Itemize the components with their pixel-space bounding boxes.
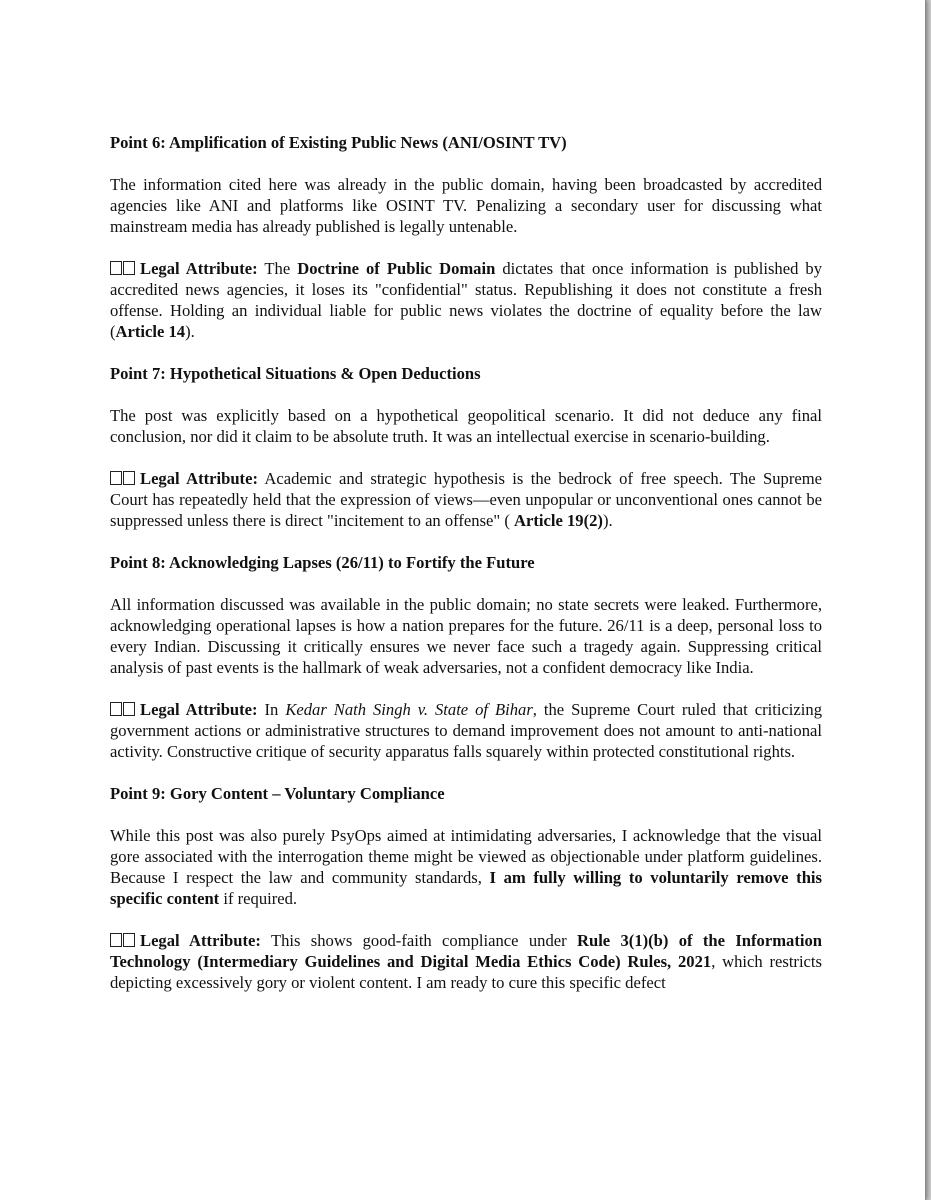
point-9-body: While this post was also purely PsyOps aimed at intimidating adversaries, I acknowledge that the visual gore associated with the interrogation theme might be viewed as objectionable under platform guidelines. Because I respect the law and community standards, I am fully willing to voluntarily remove this specific content if required. xyxy=(110,826,822,908)
legal-attribute-label: Legal Attribute: xyxy=(140,259,258,278)
point-7-body: The post was explicitly based on a hypothetical geopolitical scenario. It did not deduce any final conclusion, nor did it claim to be absolute truth. It was an intellectual exercise in scenario-building. xyxy=(110,406,822,446)
point-8-body: All information discussed was available in the public domain; no state secrets were leaked. Furthermore, acknowledging operational lapses is how a nation prepares for the future. 26/11 is a deep, personal loss to every Indian. Discussing it critically ensures we never face such a tragedy again. Suppressing critical analysis of past events is the hallmark of weak adversaries, not a confident democracy like India. xyxy=(110,595,822,677)
point-6-legal-attribute: Legal Attribute: The Doctrine of Public Domain dictates that once information is published by accredited news agencies, it loses its "confidential" status. Republishing it does not constitute a fresh offense. Holding an individual liable for public news violates the doctrine of equality before the law (Article 14). xyxy=(110,259,822,341)
point-6-heading: Point 6: Amplification of Existing Public News (ANI/OSINT TV) xyxy=(110,133,567,152)
missing-glyph-icon xyxy=(110,469,136,488)
legal-attribute-label: Legal Attribute: xyxy=(140,931,261,950)
point-7-heading: Point 7: Hypothetical Situations & Open Deductions xyxy=(110,364,481,383)
point-7-legal-attribute: Legal Attribute: Academic and strategic hypothesis is the bedrock of free speech. The Supreme Court has repeatedly held that the expression of views—even unpopular or unconventional ones cannot be suppressed unless there is direct "incitement to an offense" ( Article 19(2)). xyxy=(110,469,822,530)
legal-attribute-label: Legal Attribute: xyxy=(140,700,258,719)
point-9-legal-attribute: Legal Attribute: This shows good-faith compliance under Rule 3(1)(b) of the Information Technology (Intermediary Guidelines and Digital Media Ethics Code) Rules, 2021, which restricts depicting excessively gory or violent content. I am ready to cure this specific defect xyxy=(110,931,822,992)
missing-glyph-icon xyxy=(110,259,136,278)
legal-attribute-label: Legal Attribute: xyxy=(140,469,258,488)
document-content xyxy=(110,132,822,1014)
point-8-legal-attribute: Legal Attribute: In Kedar Nath Singh v. State of Bihar, the Supreme Court ruled that criticizing government actions or administrative structures to demand improvement does not amount to anti-national activity. Constructive critique of security apparatus falls squarely within protected constitutional rights. xyxy=(110,700,822,761)
missing-glyph-icon xyxy=(110,931,136,950)
point-9-heading: Point 9: Gory Content – Voluntary Compliance xyxy=(110,784,445,803)
point-6-body: The information cited here was already in the public domain, having been broadcasted by accredited agencies like ANI and platforms like OSINT TV. Penalizing a secondary user for discussing what mainstream media has already published is legally untenable. xyxy=(110,175,822,236)
point-8-heading: Point 8: Acknowledging Lapses (26/11) to Fortify the Future xyxy=(110,553,535,572)
missing-glyph-icon xyxy=(110,700,136,719)
